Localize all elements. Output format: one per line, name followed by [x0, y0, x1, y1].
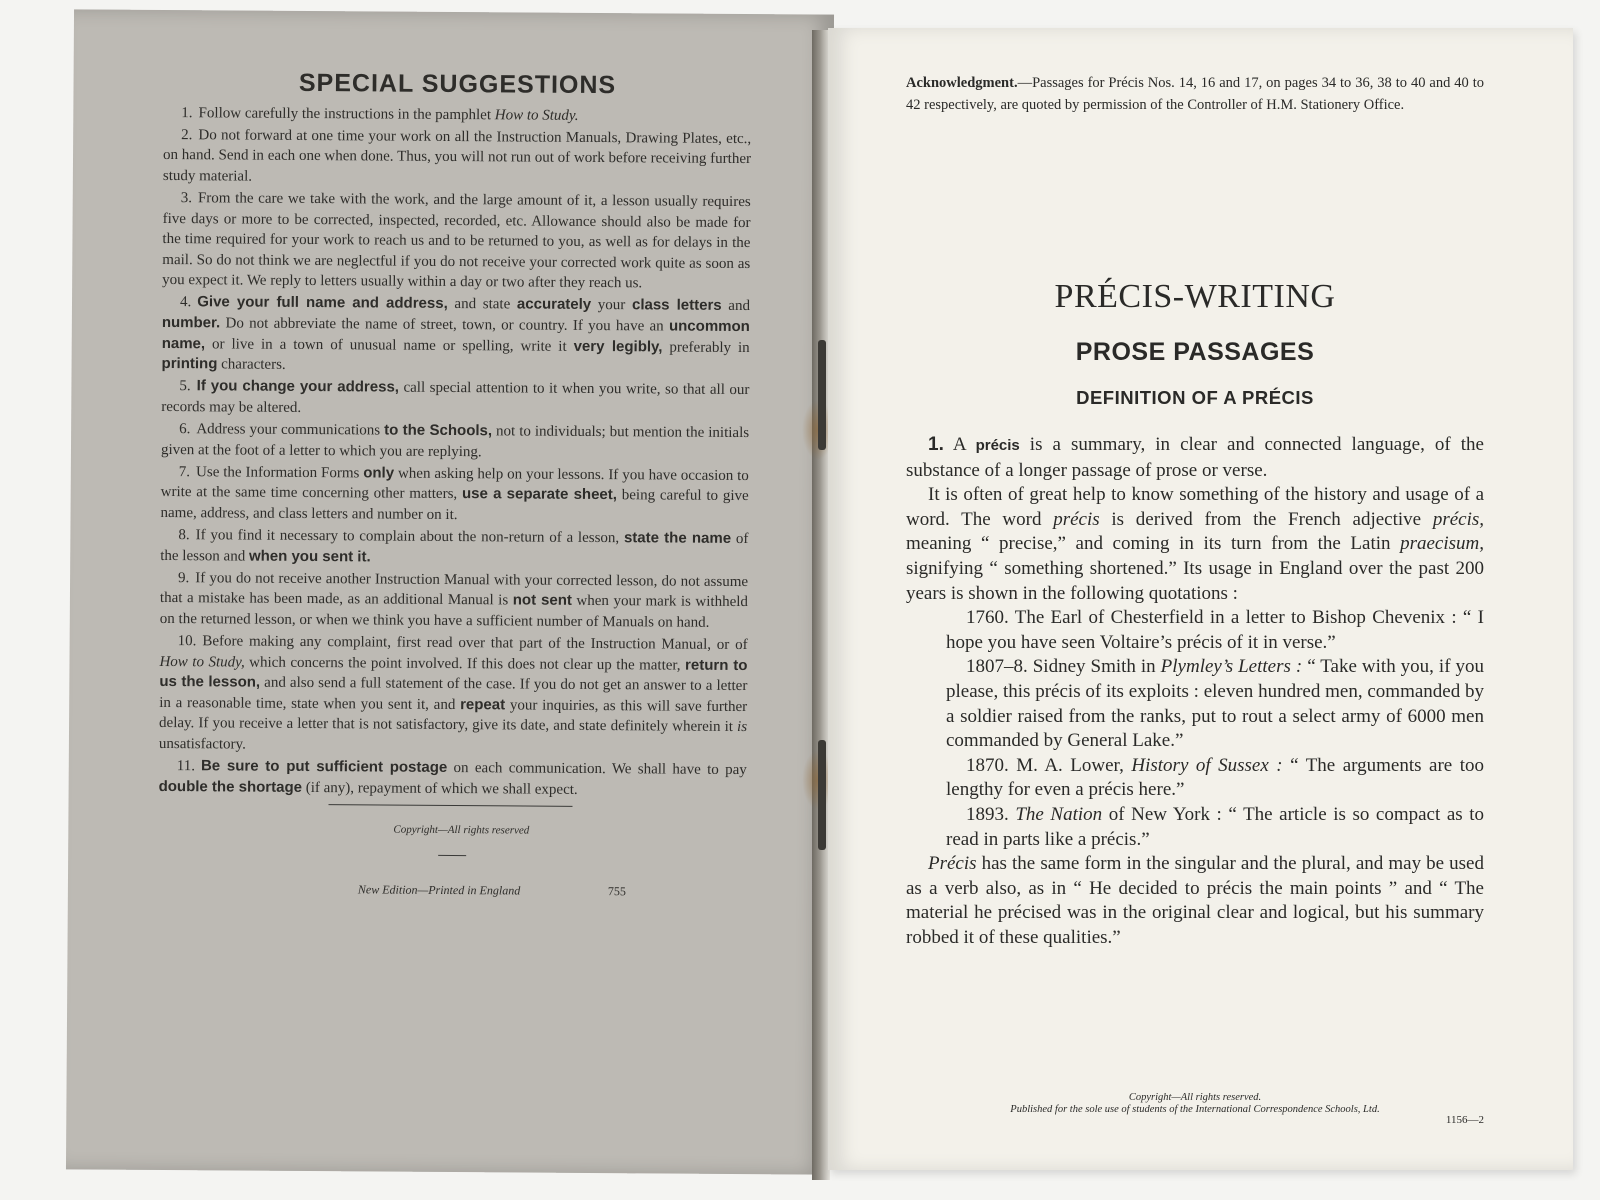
right-page — [828, 28, 1573, 1170]
bold-text: return to us the lesson, — [159, 656, 748, 691]
text-run: and also send a full statement of the case. If you do not get an answer to a letter in a reasonable time, state when you sent it, and — [159, 674, 748, 713]
text-run: Use the Information Forms — [196, 463, 364, 482]
body-paragraph — [906, 852, 1484, 950]
divider-dash — [438, 855, 466, 856]
text-run: when asking help on your lessons. If you have occasion to write at the same time concerning other matters, — [160, 465, 749, 503]
bold-text: précis — [975, 437, 1020, 454]
staple-lower — [818, 740, 826, 850]
text-run: is a summary, in clear and connected language, of the substance of a longer passage of prose or verse. — [906, 434, 1484, 481]
left-page-content — [158, 68, 752, 902]
text-run: has the same form in the singular and the plural, and may be used as a verb also, as in “ He decided to précis the main points ” and “ The material he précised was in the original clear and logical, but his summary robbed it of these qualities.” — [906, 853, 1484, 948]
suggestion-item — [159, 631, 748, 759]
text-run: of New York : “ The article is so compact as to read in parts like a précis.” — [946, 803, 1485, 850]
italic-text: History of Sussex : — [1131, 754, 1283, 776]
text-run: unsatisfactory. — [158, 735, 246, 753]
text-run: A — [943, 434, 976, 455]
bold-text: to the Schools, — [384, 421, 493, 440]
text-run: call special attention to it when you write, so that all our records may be altered. — [161, 379, 750, 416]
text-run: and — [721, 298, 751, 315]
italic-text: The Nation — [1015, 803, 1103, 825]
bold-text: state the name — [623, 529, 732, 547]
suggestion-number: 9. — [178, 569, 190, 586]
suggestion-item — [160, 568, 748, 634]
suggestion-number: 5. — [179, 378, 191, 395]
special-suggestions-heading: SPECIAL SUGGESTIONS — [298, 68, 617, 100]
text-run: 1870. M. A. Lower, — [966, 754, 1132, 776]
italic-text: précis, — [1432, 508, 1485, 530]
text-run: Do not abbreviate the name of street, town, or country. If you have an — [220, 315, 670, 335]
suggestion-number: 6. — [179, 421, 191, 438]
text-run: 1760. The Earl of Chesterfield in a letter to Bishop Chevenix : “ I hope you have seen Voltaire’s précis of it in verse.” — [946, 607, 1484, 653]
suggestion-number: 2. — [181, 126, 193, 143]
suggestion-item — [163, 125, 751, 191]
suggestion-number: 3. — [180, 190, 193, 207]
right-page-code: 1156—2 — [1445, 1114, 1484, 1126]
acknowledgment-text: —Passages for Précis Nos. 14, 16 and 17, on pages 34 to 36, 38 to 40 and 40 to 42 respectively, are quoted by permission of the Controller of H.M. Stationery Office. — [906, 75, 1484, 113]
suggestion-item — [160, 462, 748, 528]
text-run: “ The arguments are too lengthy for even a précis here.” — [946, 754, 1484, 801]
suggestion-number: 1. — [181, 104, 193, 121]
suggestion-number: 11. — [176, 758, 196, 775]
bold-text: not sent — [512, 591, 572, 610]
text-run: signifying “ something shortened.” Its usage in England over the past 200 years is shown in the following quotations : — [906, 557, 1484, 604]
suggestion-item — [160, 525, 748, 570]
bold-text: when you sent it. — [248, 547, 371, 566]
bold-text: number. — [161, 314, 221, 332]
bold-text: very legibly, — [573, 337, 663, 356]
right-copyright: Copyright—All rights reserved. — [1128, 1092, 1262, 1103]
text-run: characters. — [217, 356, 286, 374]
bold-text: Give your full name and address, — [197, 293, 448, 313]
bold-text: class letters — [631, 296, 722, 315]
dated-quotation — [946, 655, 1484, 753]
text-run: your — [591, 297, 633, 314]
text-run: If you do not receive another Instruction Manual with your corrected lesson, do not assume that a mistake has been made, as an additional Manual is — [159, 569, 749, 609]
text-run: on each communication. We shall have to pay — [447, 759, 747, 779]
edition-note: New Edition—Printed in England — [357, 882, 521, 898]
bold-text: double the shortage — [158, 777, 303, 796]
text-run: Follow carefully the instructions in the pamphlet — [198, 104, 495, 123]
right-page-content — [906, 72, 1484, 950]
body-paragraph — [906, 483, 1484, 606]
bold-text: accurately — [516, 295, 592, 314]
italic-text: praecisum, — [1400, 533, 1484, 555]
text-run: meaning “ precise,” and coming in its turn from the Latin — [906, 533, 1401, 555]
suggestion-item — [162, 188, 751, 295]
text-run: not to individuals; but mention the initials given at the foot of a letter to which you are replying. — [160, 423, 750, 460]
dated-quotation — [946, 606, 1484, 655]
paragraph-number: 1. — [928, 434, 944, 455]
italic-text: How to Study. — [494, 106, 579, 124]
suggestions-list — [159, 103, 752, 802]
dated-quotation — [946, 803, 1484, 852]
divider-rule — [329, 804, 573, 807]
suggestion-item — [162, 292, 751, 378]
page-subtitle: PROSE PASSAGES — [1075, 338, 1315, 366]
bold-text: uncommon name, — [161, 317, 750, 352]
text-run: being careful to give name, address, and class letters and number on it. — [160, 487, 749, 523]
publisher-note: Published for the sole use of students of the International Correspondence Schools, Ltd. — [1010, 1103, 1380, 1115]
suggestion-number: 4. — [179, 294, 192, 311]
text-run: is derived from the French adjective — [1099, 508, 1433, 530]
suggestion-item — [163, 103, 751, 128]
text-run: which concerns the point involved. If this does not clear up the matter, — [244, 654, 686, 674]
text-run: From the care we take with the work, and the large amount of it, a lesson usually requires five days or more to be corrected, inspected, recorded, etc. Allowance should also be made for the time required for your work to reach us and to be returned to you, as well as for delays in the mail. So do not think we are neglectful if you do not receive your corrected work quite as soon as you expect it. We reply to letters usually within a day or two after they reach us. — [162, 190, 751, 292]
body-paragraph — [906, 433, 1484, 483]
suggestion-item — [161, 376, 749, 421]
text-run: or live in a town of unusual name or spelling, write it — [205, 335, 574, 355]
text-run: Address your communications — [196, 421, 385, 439]
left-page — [66, 9, 834, 1174]
bold-text: repeat — [460, 695, 506, 714]
page-title: PRÉCIS-WRITING — [1054, 278, 1336, 315]
bold-text: Be sure to put sufficient postage — [200, 757, 448, 776]
text-run: your inquiries, as this will save further delay. If you receive a letter that is not satisfactory, give its date, and state definitely wherein it — [159, 697, 748, 736]
suggestion-number: 10. — [177, 633, 197, 650]
italic-text: is — [736, 719, 748, 736]
text-run: “ Take with you, if you please, this précis of its exploits : eleven hundred men, commanded by a soldier raised from the ranks, put to rout a select army of 6000 men commanded by General Lake.” — [946, 656, 1485, 752]
left-page-number: 755 — [607, 883, 626, 899]
text-run: 1893. — [966, 803, 1016, 825]
text-run: Before making any complaint, first read over that part of the Instruction Manual, or of — [202, 633, 748, 654]
text-run: If you find it necessary to complain about the non-return of a lesson, — [195, 527, 625, 547]
text-run: and state — [447, 296, 517, 313]
bold-text: only — [363, 464, 395, 482]
section-heading: DEFINITION OF A PRÉCIS — [1076, 387, 1314, 408]
text-run: Do not forward at one time your work on all the Instruction Manuals, Drawing Plates, etc., on hand. Send in each one when done. Thus, you will not run out of work before receiving further study material. — [162, 126, 752, 185]
suggestion-number: 8. — [178, 527, 190, 544]
suggestion-item — [161, 419, 749, 464]
acknowledgment-label: Acknowledgment. — [906, 75, 1018, 91]
text-run: (if any), repayment of which we shall expect. — [301, 779, 578, 798]
italic-text: précis — [1053, 508, 1100, 530]
precis-body — [906, 433, 1484, 950]
staple-upper — [818, 340, 826, 450]
text-run: It is often of great help to know something of the history and usage of a word. The word — [906, 484, 1484, 530]
left-footer — [158, 878, 746, 903]
italic-text: Précis — [928, 853, 977, 875]
bold-text: printing — [161, 355, 218, 373]
dated-quotation — [946, 754, 1484, 803]
bold-text: If you change your address, — [196, 377, 400, 396]
text-run: when your mark is withheld on the returned lesson, or when we think you have a sufficient number of Manuals on hand. — [159, 593, 749, 631]
suggestion-number: 7. — [178, 463, 191, 480]
text-run: preferably in — [662, 339, 750, 356]
suggestion-item — [159, 756, 747, 801]
text-run: of the lesson and — [160, 530, 749, 565]
left-copyright: Copyright—All rights reserved — [393, 823, 530, 837]
bold-text: use a separate sheet, — [461, 485, 618, 504]
acknowledgment — [906, 72, 1484, 116]
text-run: 1807–8. Sidney Smith in — [966, 656, 1161, 678]
right-footer — [906, 1092, 1484, 1126]
italic-text: How to Study, — [159, 653, 245, 671]
italic-text: Plymley’s Letters : — [1160, 656, 1303, 678]
